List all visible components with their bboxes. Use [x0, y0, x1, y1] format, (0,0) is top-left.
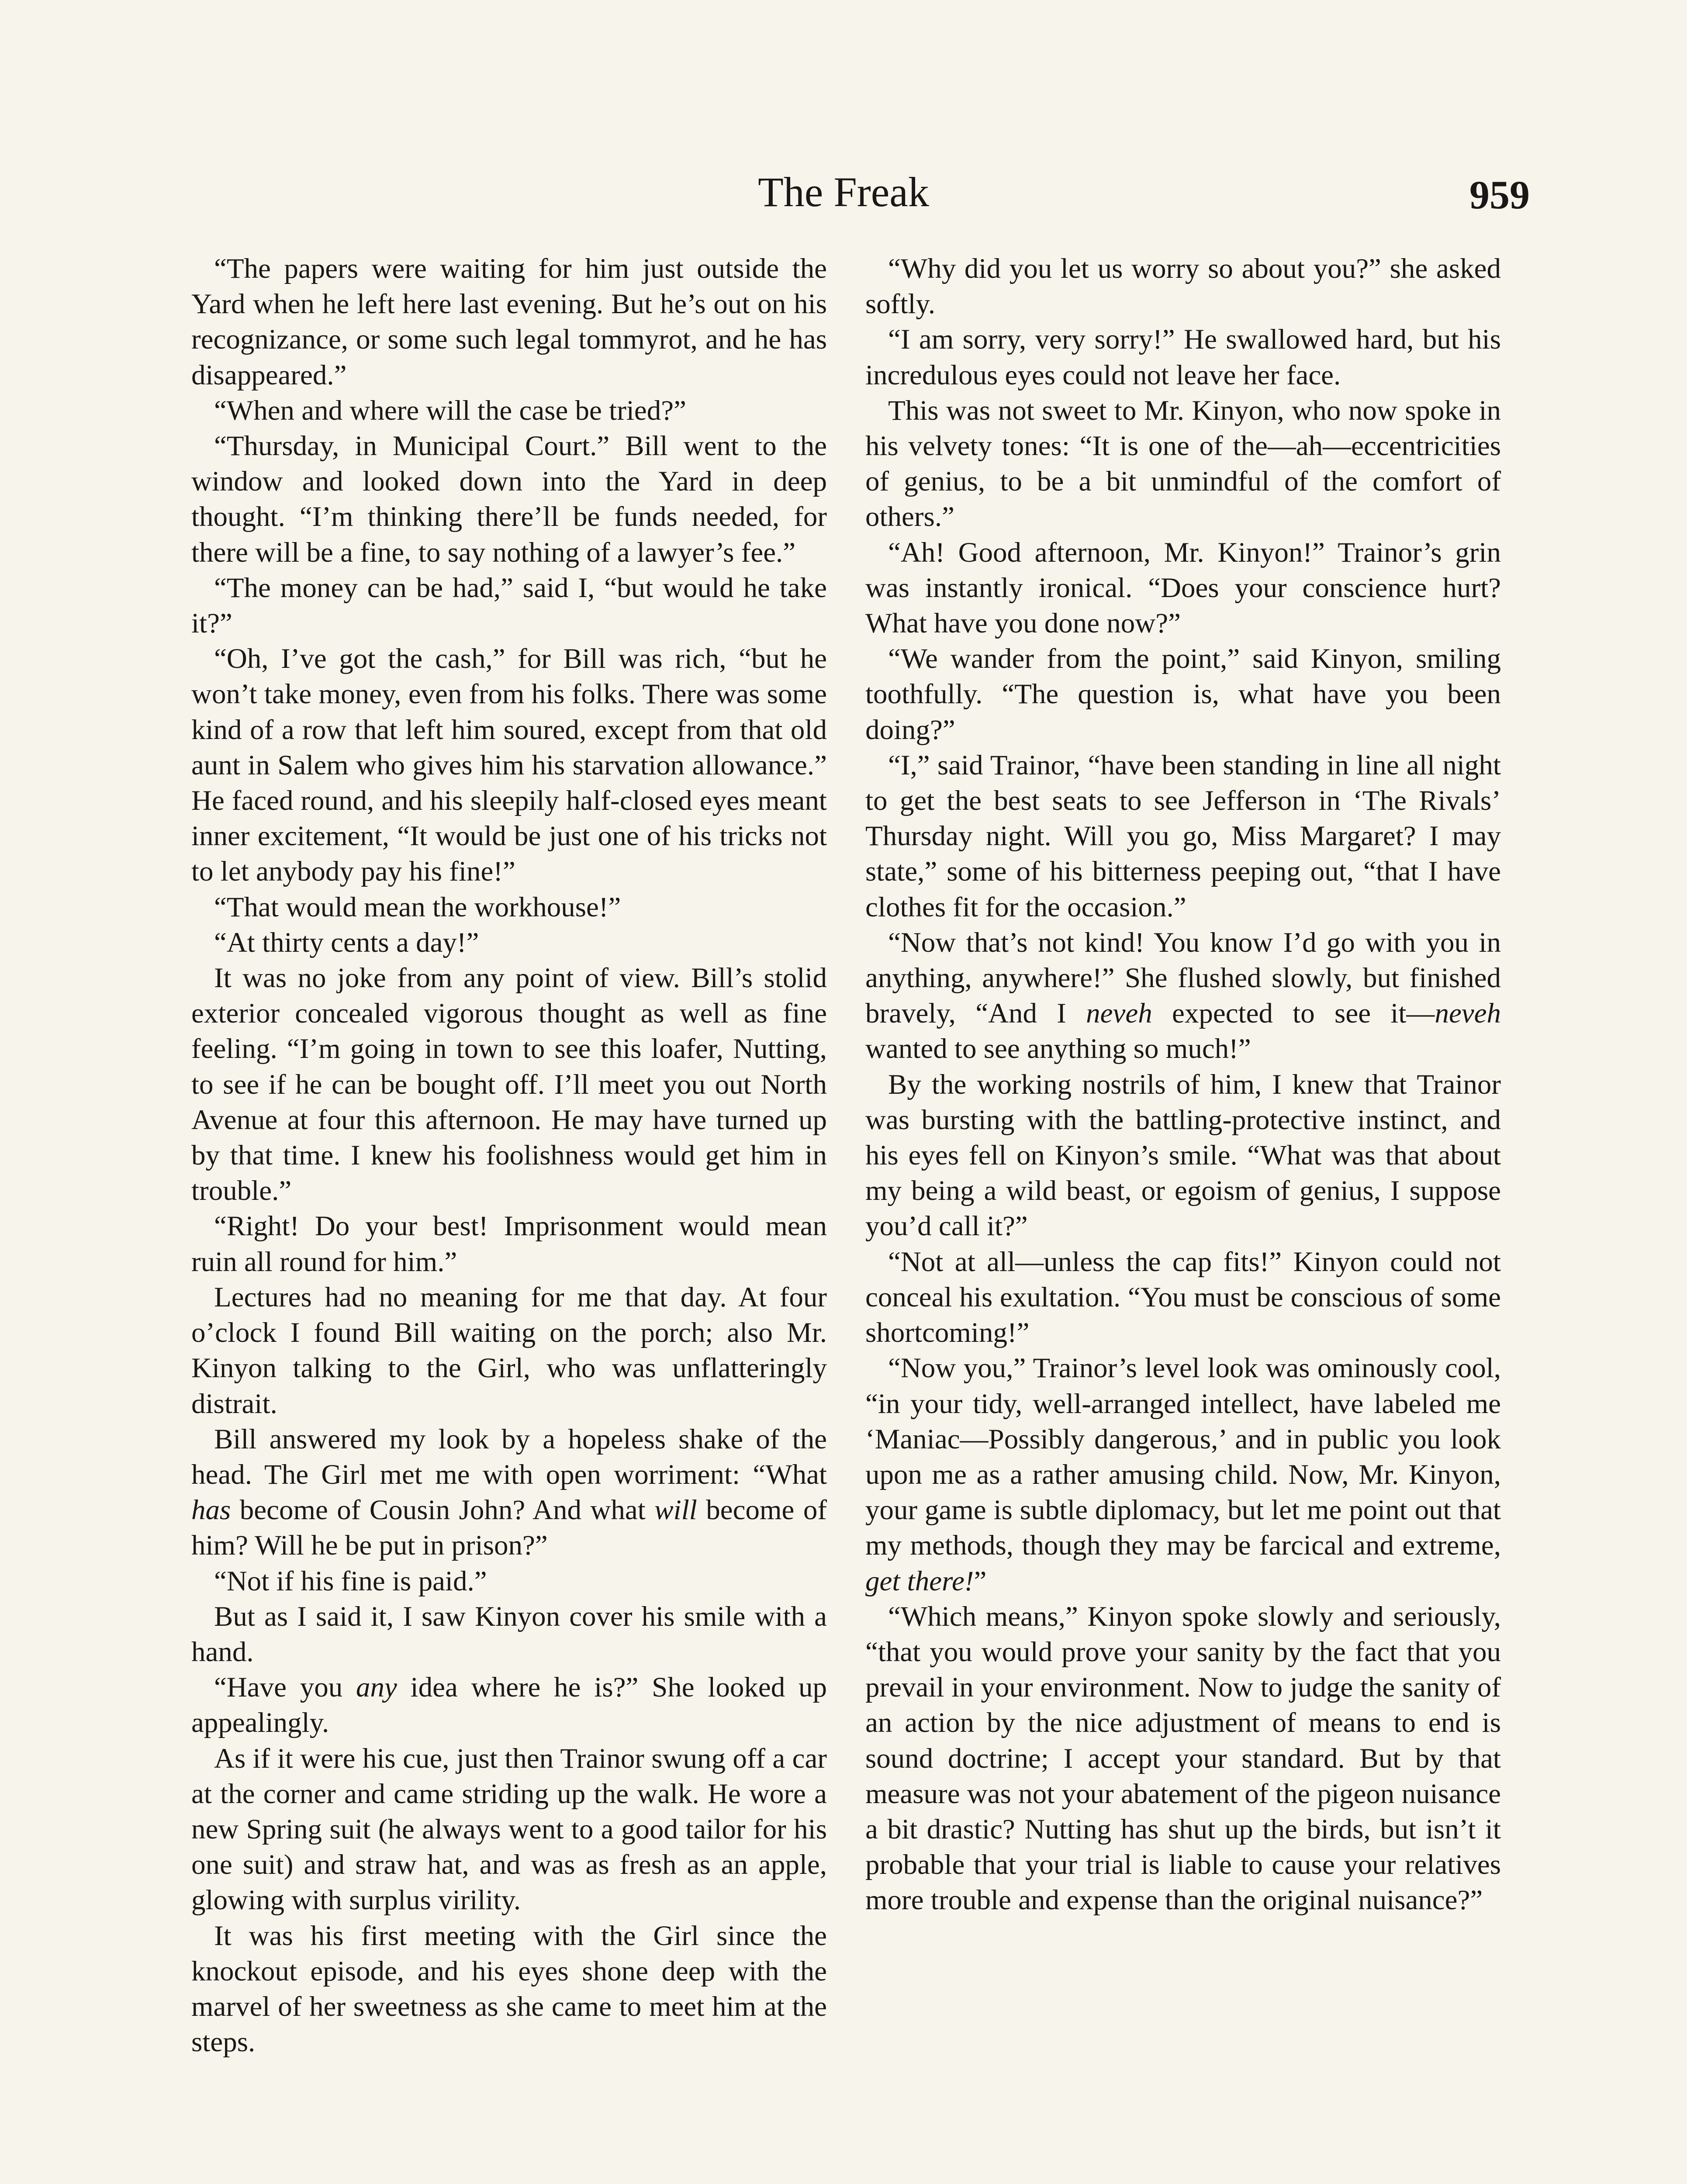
paragraph: Lectures had no meaning for me that day. At four o’clock I found Bill waiting on the porch; also Mr. Kinyon talking to the Girl, who was unflatteringly distrait. — [191, 1281, 827, 1420]
paragraph: It was no joke from any point of view. Bill’s stolid exterior concealed vigorous thought as well as fine feeling. “I’m going in town to see this loafer, Nutting, to see if he can be bought off. I’ll meet you out North Avenue at four this afternoon. He may have turned up by that time. I knew his foolishness would get him in trouble.” — [191, 962, 827, 1207]
text-run: “Have you — [214, 1672, 356, 1704]
left-column — [191, 251, 827, 2060]
paragraph — [191, 1670, 827, 1741]
paragraph: “Right! Do your best! Imprisonment would mean ruin all round for him.” — [191, 1210, 827, 1278]
emphasis: neveh — [1435, 998, 1501, 1030]
paragraph: “Which means,” Kinyon spoke slowly and seriously, “that you would prove your sanity by the fact that you prevail in your environment. Now to judge the sanity of an action by the nice adjustment of means to end is sound doctrine; I accept your standard. But by that measure was not your abatement of the pigeon nuisance a bit drastic? Nutting has shut up the birds, but isn’t it probable that your trial is liable to cause your relatives more trouble and expense than the original nuisance?” — [865, 1600, 1501, 1916]
paragraph — [865, 925, 1501, 1067]
running-title: The Freak — [758, 169, 929, 215]
paragraph: “The money can be had,” said I, “but would he take it?” — [191, 572, 827, 639]
paragraph: As if it were his cue, just then Trainor swung off a car at the corner and came striding up the walk. He wore a new Spring suit (he always went to a good tailor for his one suit) and straw hat, and was as fresh as an apple, glowing with surplus virility. — [191, 1742, 827, 1916]
paragraph — [191, 1422, 827, 1564]
emphasis: has — [191, 1494, 231, 1526]
paragraph: It was his first meeting with the Girl since the knockout episode, and his eyes shone deep with the marvel of her sweetness as she came to meet him at the steps. — [191, 1920, 827, 2058]
paragraph: “That would mean the workhouse!” — [214, 891, 621, 923]
text-run: “Now you,” Trainor’s level look was ominously cool, “in your tidy, well-arranged intellect, have labeled me ‘Maniac—Possibly dangerous,’ and in public you look upon me as a rather amusing child. Now, Mr. Kinyon, your game is subtle diplomacy, but let me point out that my methods, though they may be farcical and extreme, — [865, 1352, 1501, 1562]
paragraph: “Not if his fine is paid.” — [214, 1565, 487, 1597]
emphasis: neveh — [1086, 998, 1152, 1030]
emphasis: any — [356, 1672, 397, 1704]
text-run: expected to see it— — [1152, 998, 1435, 1030]
text-run: ” — [974, 1565, 987, 1597]
paragraph: “I am sorry, very sorry!” He swallowed hard, but his incredulous eyes could not leave her face. — [865, 324, 1501, 391]
emphasis: get there! — [865, 1565, 974, 1597]
paragraph: This was not sweet to Mr. Kinyon, who now spoke in his velvety tones: “It is one of the—ah—eccentricities of genius, to be a bit unmindful of the comfort of others.” — [865, 394, 1501, 533]
paragraph: “The papers were waiting for him just outside the Yard when he left here last evening. But he’s out on his recognizance, or some such legal tommyrot, and he has disappeared.” — [191, 253, 827, 391]
page-number: 959 — [1469, 173, 1530, 217]
text-run: Bill answered my look by a hopeless shake of the head. The Girl met me with open worriment: “What — [191, 1423, 827, 1490]
text-run: “Now that’s not kind! You know I’d go with you in anything, anywhere!” She flushed slowly, but finished bravely, “And I — [865, 926, 1501, 1030]
paragraph: “When and where will the case be tried?” — [214, 394, 686, 426]
paragraph: “Ah! Good afternoon, Mr. Kinyon!” Trainor’s grin was instantly ironical. “Does your conscience hurt? What have you done now?” — [865, 536, 1501, 639]
paragraph: “I,” said Trainor, “have been standing in line all night to get the best seats to see Jefferson in ‘The Rivals’ Thursday night. Will you go, Miss Margaret? I may state,” some of his bitterness peeping out, “that I have clothes fit for the occasion.” — [865, 749, 1501, 923]
paragraph: “At thirty cents a day!” — [214, 926, 479, 958]
paragraph: But as I said it, I saw Kinyon cover his smile with a hand. — [191, 1600, 827, 1668]
paragraph: “Why did you let us worry so about you?” she asked softly. — [865, 253, 1501, 320]
text-run: wanted to see anything so much!” — [865, 1033, 1251, 1065]
text-run: become of him? Will he be put in prison?” — [191, 1494, 827, 1562]
emphasis: will — [654, 1494, 697, 1526]
paragraph: By the working nostrils of him, I knew that Trainor was bursting with the battling-protective instinct, and his eyes fell on Kinyon’s smile. “What was that about my being a wild beast, or egoism of genius, I suppose you’d call it?” — [865, 1068, 1501, 1242]
paragraph — [865, 1351, 1501, 1599]
paragraph: “Oh, I’ve got the cash,” for Bill was rich, “but he won’t take money, even from his folks. There was some kind of a row that left him soured, except from that old aunt in Salem who gives him his starvation allowance.” He faced round, and his sleepily half-closed eyes meant inner excitement, “It would be just one of his tricks not to let anybody pay his fine!” — [191, 643, 827, 888]
paragraph: “We wander from the point,” said Kinyon, smiling toothfully. “The question is, what have you been doing?” — [865, 643, 1501, 746]
paragraph: “Thursday, in Municipal Court.” Bill went to the window and looked down into the Yard in deep thought. “I’m thinking there’ll be funds needed, for there will be a fine, to say nothing of a lawyer’s fee.” — [191, 430, 827, 568]
text-run: idea where he is?” She looked up appealingly. — [191, 1672, 827, 1739]
text-run: become of Cousin John? And what — [231, 1494, 655, 1526]
paragraph: “Not at all—unless the cap fits!” Kinyon could not conceal his exultation. “You must be conscious of some shortcoming!” — [865, 1246, 1501, 1349]
right-column — [865, 251, 1501, 1918]
